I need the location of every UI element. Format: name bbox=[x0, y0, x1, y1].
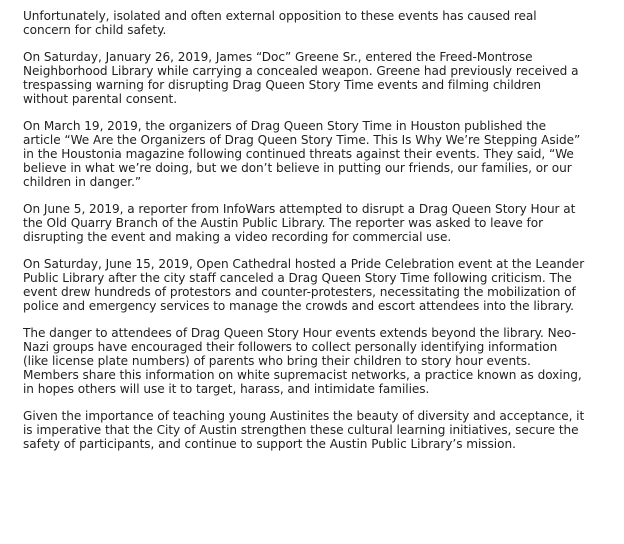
paragraph-conclusion: Given the importance of teaching young Austinites the beauty of diversity and acceptance, it is imperative that the City of Austin strengthen these cultural learning initiatives, secure the safety of participants, and continue to support the Austin Public Library’s mission. bbox=[23, 409, 585, 451]
document-body bbox=[23, 9, 585, 464]
paragraph-safety-concern: Unfortunately, isolated and often external opposition to these events has caused real concern for child safety. bbox=[23, 9, 537, 37]
paragraph-june-leander: On Saturday, June 15, 2019, Open Cathedral hosted a Pride Celebration event at the Leander Public Library after the city staff canceled a Drag Queen Story Time following criticism. The event drew hundreds of protestors and counter-protesters, necessitating the mobilization of police and emergency services to manage the crowds and escort attendees into the library. bbox=[23, 257, 585, 313]
paragraph-january-incident: On Saturday, January 26, 2019, James “Doc” Greene Sr., entered the Freed-Montrose Neighborhood Library while carrying a concealed weapon. Greene had previously received a trespassing warning for disrupting Drag Queen Story Time events and filming children without parental consent. bbox=[23, 50, 579, 106]
paragraph-june-infowars: On June 5, 2019, a reporter from InfoWars attempted to disrupt a Drag Queen Story Hour at the Old Quarry Branch of the Austin Public Library. The reporter was asked to leave for disrupting the event and making a video recording for commercial use. bbox=[23, 202, 576, 244]
paragraph-march-houston: On March 19, 2019, the organizers of Drag Queen Story Time in Houston published the article “We Are the Organizers of Drag Queen Story Time. This Is Why We’re Stepping Aside” in the Houstonia magazine following continued threats against their events. They said, “We believe in what we’re doing, but we don’t believe in putting our friends, our families, or our children in danger.” bbox=[23, 119, 581, 189]
paragraph-doxing-danger: The danger to attendees of Drag Queen Story Hour events extends beyond the library. Neo-Nazi groups have encouraged their followers to collect personally identifying information (like license plate numbers) of parents who bring their children to story hour events. Members share this information on white supremacist networks, a practice known as doxing, in hopes others will use it to target, harass, and intimidate families. bbox=[23, 326, 582, 396]
